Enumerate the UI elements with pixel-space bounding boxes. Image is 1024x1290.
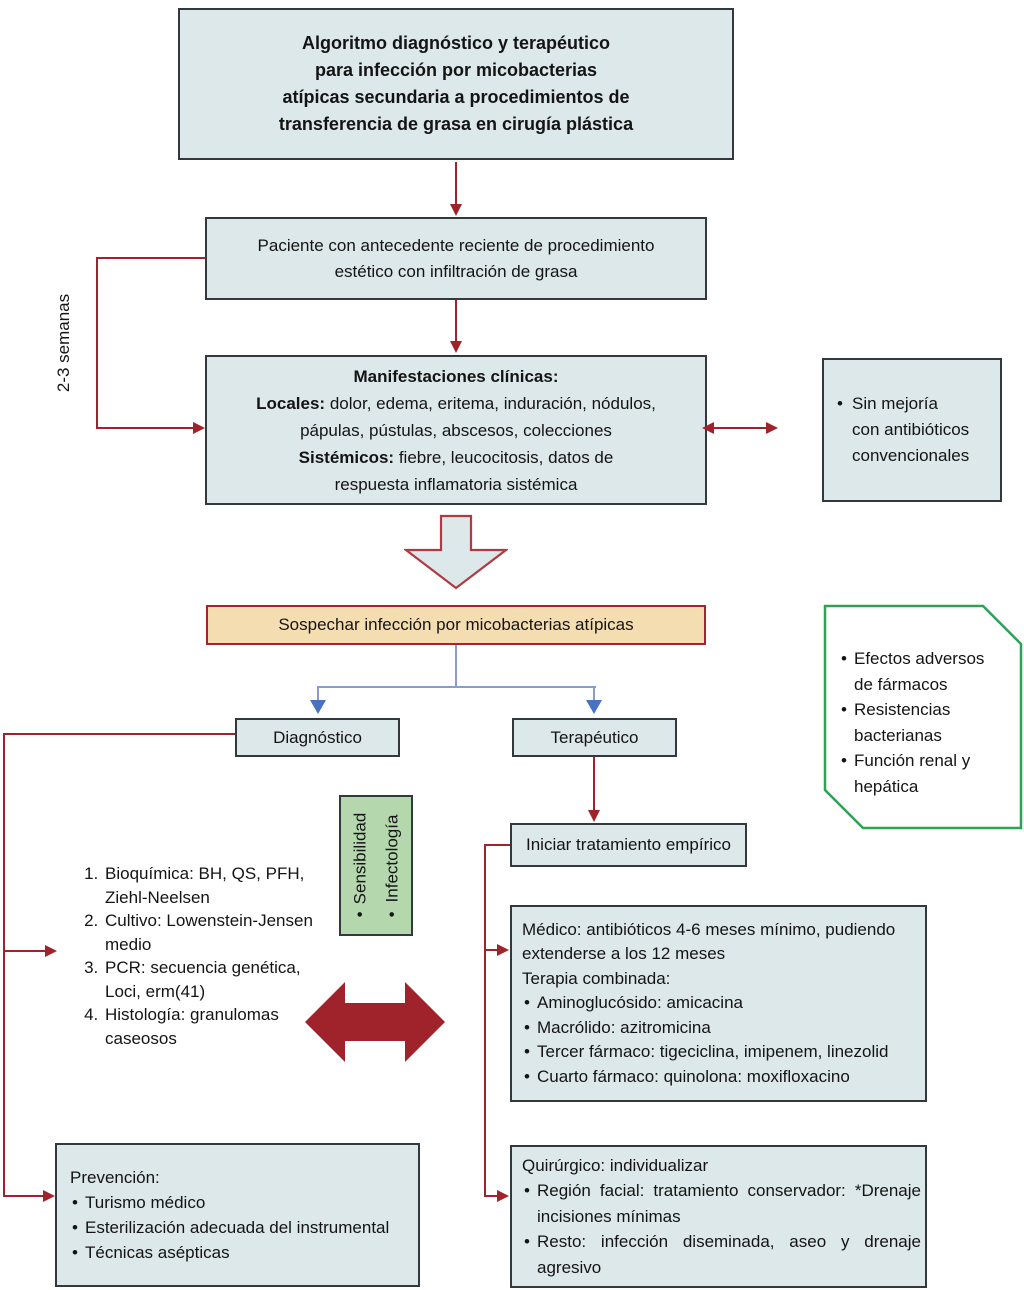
title-line: transferencia de grasa en cirugía plástica (278, 114, 634, 134)
arrowhead-down-icon (450, 204, 462, 216)
connector-title-patient (455, 162, 457, 209)
feedback-line-bottom (96, 427, 193, 429)
no-improvement-line: Sin mejoría (852, 394, 938, 413)
list-item: • Cuarto fármaco: quinolona: moxifloxacino (522, 1065, 923, 1090)
patient-line: estético con infiltración de grasa (334, 261, 578, 281)
diagnostic-steps-list (68, 862, 325, 1050)
no-improvement-item (837, 391, 969, 469)
feedback-line-side (96, 257, 98, 429)
start-treatment-label: Iniciar tratamiento empírico (525, 835, 732, 854)
surgical-list (522, 1178, 921, 1280)
terapeutico-label: Terapéutico (550, 727, 639, 747)
branch-stem (455, 645, 457, 688)
list-item: • Resistencias bacterianas (839, 697, 991, 748)
patient-box (205, 217, 707, 300)
manifestations-heading: Manifestaciones clínicas: (353, 366, 559, 386)
sensitivity-list (344, 812, 408, 919)
arrowhead-right-icon (497, 944, 509, 956)
thick-double-arrow-icon (303, 980, 447, 1064)
arrowhead-down-icon (588, 810, 600, 822)
arrowhead-right-icon (497, 1190, 509, 1202)
bullet-icon (837, 391, 852, 469)
prevention-box (55, 1143, 420, 1287)
title-line: Algoritmo diagnóstico y terapéutico (301, 33, 611, 53)
diagnostico-label: Diagnóstico (273, 727, 362, 747)
list-item: • Sensibilidad (344, 812, 376, 919)
list-item: • Técnicas asépticas (70, 1240, 414, 1265)
feedback-line-top (96, 257, 206, 259)
arrowhead-right-icon (766, 422, 778, 434)
title-line: para infección por micobacterias (314, 60, 598, 80)
sensitivity-infectology-box (339, 795, 413, 936)
weeks-label: 2-3 semanas (54, 293, 73, 393)
list-item: • Resto: infección diseminada, aseo y drenaje agresivo (522, 1229, 921, 1280)
medical-subheading: Terapia combinada: (522, 968, 671, 988)
terapeutico-box (512, 718, 677, 757)
list-item: 3. PCR: secuencia genética, Loci, erm(41) (103, 956, 325, 1003)
no-improvement-line: con antibióticos (852, 420, 970, 439)
arrowhead-right-icon (193, 422, 205, 434)
manifestations-local-line: pápulas, pústulas, abscesos, colecciones (300, 420, 612, 440)
branch-bar (318, 686, 596, 688)
treatment-rail (484, 844, 486, 1197)
adverse-effects-list (839, 646, 991, 799)
list-item: • Esterilización adecuada del instrumental (70, 1215, 414, 1240)
connector-patient-manifestations (455, 300, 457, 343)
medical-drug-list (522, 991, 923, 1089)
medical-intro: Médico: antibióticos 4-6 meses mínimo, pudiendo extenderse a los 12 meses (522, 919, 896, 964)
rotated-list (344, 812, 408, 919)
left-rail-branch-prevention (3, 1195, 45, 1197)
clinical-manifestations-box (205, 355, 707, 505)
list-item: 4. Histología: granulomas caseosos (103, 1003, 325, 1050)
list-item: • Efectos adversos de fármacos (839, 646, 991, 697)
title-box (178, 8, 734, 160)
left-rail-branch-list (3, 950, 47, 952)
arrowhead-right-icon (45, 945, 57, 957)
list-item: • Región facial: tratamiento conservador: *Drenaje incisiones mínimas (522, 1178, 921, 1229)
medical-treatment-box (510, 905, 927, 1102)
connector-terapeutico-iniciar (593, 757, 595, 812)
list-item: • Macrólido: azitromicina (522, 1016, 923, 1041)
patient-line: Paciente con antecedente reciente de procedimiento (257, 235, 655, 255)
list-item: • Aminoglucósido: amicacina (522, 991, 923, 1016)
title-line: atípicas secundaria a procedimientos de (282, 87, 630, 107)
diagnostico-box (235, 718, 400, 757)
arrowhead-down-icon (450, 341, 462, 353)
big-down-arrow-icon (404, 514, 508, 590)
surgical-heading: Quirúrgico: individualizar (522, 1155, 709, 1175)
suspect-infection-label: Sospechar infección por micobacterias atípicas (278, 615, 634, 634)
left-rail (3, 733, 5, 1197)
no-improvement-line: convencionales (852, 446, 970, 465)
list-item: • Turismo médico (70, 1190, 414, 1215)
suspect-infection-box (206, 605, 706, 645)
manifestations-systemic-line: Sistémicos: fiebre, leucocitosis, datos de (298, 447, 614, 467)
blue-arrowhead-down-icon (586, 700, 602, 714)
list-item: • Función renal y hepática (839, 748, 991, 799)
prevention-list (70, 1190, 414, 1265)
arrowhead-left-icon (702, 422, 714, 434)
double-arrow-line (714, 427, 766, 429)
left-rail-top (3, 733, 235, 735)
manifestations-local-line: Locales: dolor, edema, eritema, induración, nódulos, (256, 393, 656, 413)
no-improvement-box (822, 358, 1002, 502)
list-item: • Infectología (376, 812, 408, 919)
list-item: 1. Bioquímica: BH, QS, PFH, Ziehl-Neelsen (103, 862, 325, 909)
blue-arrowhead-down-icon (310, 700, 326, 714)
treatment-rail-top (484, 844, 510, 846)
manifestations-systemic-line: respuesta inflamatoria sistémica (334, 474, 578, 494)
surgical-treatment-box (510, 1145, 927, 1288)
list-item: 2. Cultivo: Lowenstein-Jensen medio (103, 909, 325, 956)
list-item: • Tercer fármaco: tigeciclina, imipenem, linezolid (522, 1040, 923, 1065)
arrowhead-right-icon (43, 1190, 55, 1202)
start-treatment-box (510, 823, 747, 867)
prevention-heading: Prevención: (70, 1168, 160, 1187)
